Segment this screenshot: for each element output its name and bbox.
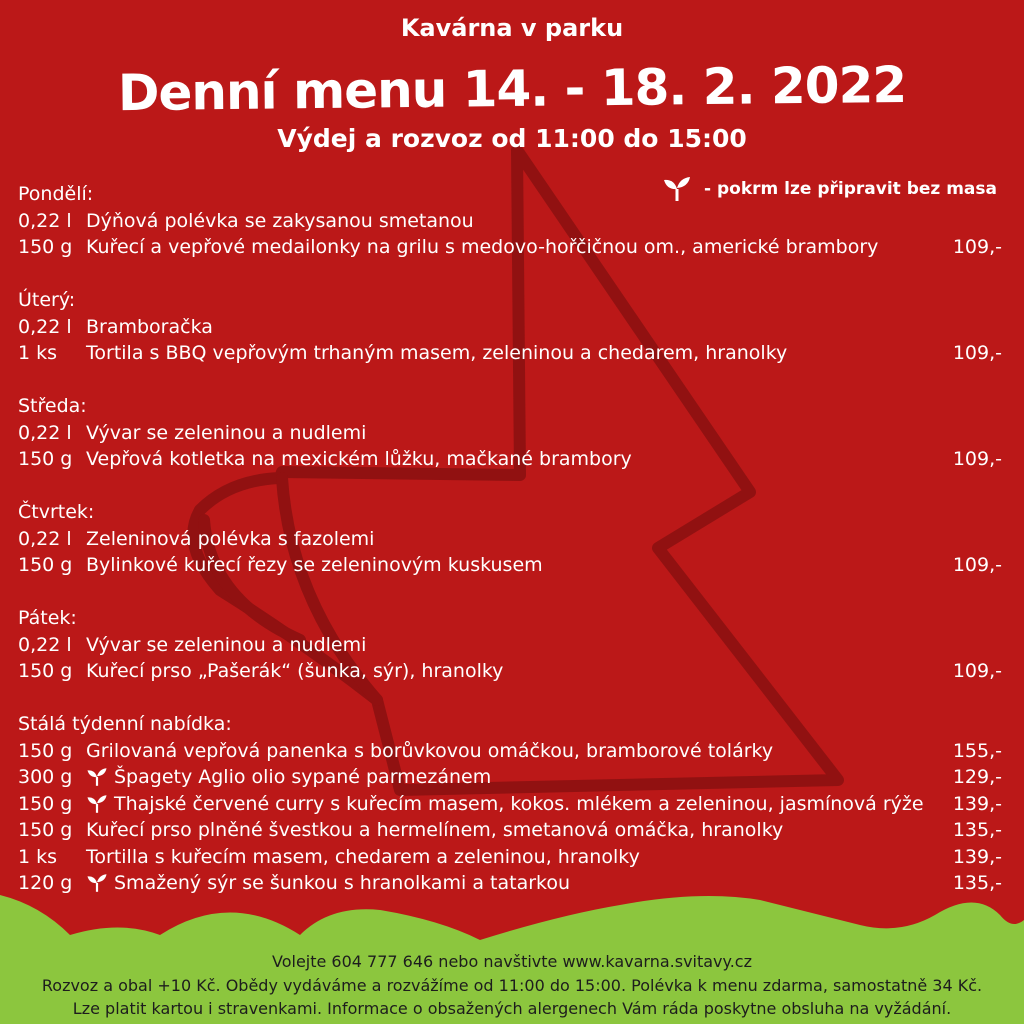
- section-gap: [18, 685, 1002, 712]
- item-dish-name: Thajské červené curry s kuřecím masem, kokos. mlékem a zeleninou, jasmínová rýže: [114, 792, 924, 815]
- item-dish-name: Kuřecí prso plněné švestkou a hermelínem, smetanová omáčka, hranolky: [86, 819, 784, 841]
- item-quantity: 150 g: [18, 819, 73, 841]
- item-price: 139,-: [952, 792, 1002, 815]
- item-quantity: 150 g: [18, 448, 73, 470]
- menu-item: [18, 314, 1002, 341]
- day-heading: Stálá týdenní nabídka:: [18, 713, 232, 735]
- menu-item: [18, 446, 1002, 473]
- footer-delivery-info: Rozvoz a obal +10 Kč. Obědy vydáváme a rozvážíme od 11:00 do 15:00. Polévka k menu zdarma, samostatně 34 Kč.: [41, 975, 983, 995]
- item-dish-name: Kuřecí a vepřové medailonky na grilu s medovo-hořčičnou om., americké brambory: [86, 236, 879, 258]
- section-gap: [18, 261, 1002, 288]
- item-dish: [86, 552, 950, 579]
- item-quantity: 0,22 l: [18, 421, 72, 444]
- item-quantity: 1 ks: [18, 342, 58, 364]
- item-price: 109,-: [952, 236, 1002, 258]
- item-quantity: 1 ks: [18, 845, 58, 868]
- item-quantity: 150 g: [18, 660, 73, 682]
- item-dish: [86, 340, 950, 367]
- item-dish: [86, 791, 950, 818]
- item-dish: [86, 658, 950, 685]
- item-dish: [86, 817, 950, 844]
- item-price: 135,-: [952, 872, 1002, 894]
- menu-item: [18, 844, 1002, 871]
- item-price: 155,-: [952, 739, 1002, 762]
- page-title: Denní menu 14. - 18. 2. 2022: [117, 55, 907, 123]
- item-quantity: 0,22 l: [18, 527, 72, 550]
- item-price: [950, 420, 1002, 447]
- item-dish-name: Tortilla s kuřecím masem, chedarem a zeleninou, hranolky: [86, 845, 640, 868]
- item-price: 139,-: [952, 845, 1002, 868]
- menu-item: [18, 817, 1002, 844]
- item-quantity: 0,22 l: [18, 315, 72, 338]
- item-dish: [86, 314, 950, 341]
- menu-item: [18, 764, 1002, 791]
- day-heading: Čtvrtek:: [18, 501, 95, 523]
- item-price: 135,-: [952, 819, 1002, 841]
- menu-item: [18, 552, 1002, 579]
- menu-item: [18, 632, 1002, 659]
- footer-contact: Volejte 604 777 646 nebo navštivte www.kavarna.svitavy.cz: [272, 952, 752, 971]
- item-dish-name: Kuřecí prso „Pašerák“ (šunka, sýr), hranolky: [86, 660, 504, 682]
- footer-payment-info: Lze platit kartou i stravenkami. Informace o obsažených alergenech Vám ráda poskytne obsluha na vyžádání.: [72, 999, 952, 1018]
- menu-item: [18, 738, 1002, 765]
- item-dish-name: Grilovaná vepřová panenka s borůvkovou omáčkou, bramborové tolárky: [86, 739, 774, 762]
- menu-item: [18, 208, 1002, 235]
- item-dish: [86, 234, 950, 261]
- item-dish: [86, 870, 950, 897]
- item-dish: [86, 738, 950, 765]
- item-dish-name: Vývar se zeleninou a nudlemi: [86, 633, 367, 656]
- leaf-sprout-icon: [86, 767, 108, 787]
- item-dish: [86, 632, 950, 659]
- item-price: [950, 208, 1002, 235]
- item-dish: [86, 764, 950, 791]
- item-dish-name: Vepřová kotletka na mexickém lůžku, mačkané brambory: [86, 448, 632, 470]
- item-quantity: 300 g: [18, 766, 73, 788]
- menu-list: [18, 181, 1002, 897]
- item-quantity: 150 g: [18, 554, 73, 576]
- day-heading: Úterý:: [18, 289, 76, 311]
- menu-item: [18, 791, 1002, 818]
- item-dish: [86, 446, 950, 473]
- item-dish-name: Vývar se zeleninou a nudlemi: [86, 421, 367, 444]
- section-gap: [18, 367, 1002, 394]
- menu-item: [18, 340, 1002, 367]
- menu-item: [18, 526, 1002, 553]
- service-hours: Výdej a rozvoz od 11:00 do 15:00: [277, 124, 747, 153]
- item-dish-name: Smažený sýr se šunkou s hranolkami a tatarkou: [114, 872, 571, 894]
- item-dish-name: Tortila s BBQ vepřovým trhaným masem, zeleninou a chedarem, hranolky: [86, 342, 788, 364]
- item-price: 109,-: [952, 660, 1002, 682]
- day-heading: Pondělí:: [18, 183, 94, 205]
- section-gap: [18, 579, 1002, 606]
- item-dish-name: Zeleninová polévka s fazolemi: [86, 527, 375, 550]
- menu-item: [18, 234, 1002, 261]
- item-price: 129,-: [952, 766, 1002, 788]
- item-dish: [86, 526, 950, 553]
- item-quantity: 150 g: [18, 792, 73, 815]
- item-dish-name: Bylinkové kuřecí řezy se zeleninovým kuskusem: [86, 554, 543, 576]
- item-price: [950, 526, 1002, 553]
- item-quantity: 150 g: [18, 739, 73, 762]
- item-price: 109,-: [952, 448, 1002, 470]
- item-dish: [86, 420, 950, 447]
- item-price: [950, 632, 1002, 659]
- item-dish-name: Špagety Aglio olio sypané parmezánem: [114, 766, 492, 788]
- menu-item: [18, 870, 1002, 897]
- day-heading: Středa:: [18, 395, 87, 417]
- cafe-name: Kavárna v parku: [400, 14, 624, 42]
- section-gap: [18, 473, 1002, 500]
- day-heading: Pátek:: [18, 607, 77, 629]
- item-quantity: 0,22 l: [18, 209, 72, 232]
- item-dish: [86, 844, 950, 871]
- leaf-sprout-icon: [86, 873, 108, 893]
- item-price: 109,-: [952, 342, 1002, 364]
- menu-item: [18, 658, 1002, 685]
- legend-text: - pokrm lze připravit bez masa: [704, 179, 997, 199]
- item-dish-name: Bramboračka: [86, 315, 213, 338]
- item-quantity: 120 g: [18, 872, 73, 894]
- footer: [0, 950, 1024, 1021]
- item-dish-name: Dýňová polévka se zakysanou smetanou: [86, 209, 474, 232]
- menu-item: [18, 420, 1002, 447]
- item-price: 109,-: [952, 554, 1002, 576]
- item-price: [950, 314, 1002, 341]
- item-quantity: 150 g: [18, 236, 73, 258]
- item-dish: [86, 208, 950, 235]
- item-quantity: 0,22 l: [18, 633, 72, 656]
- leaf-sprout-icon: [86, 794, 108, 814]
